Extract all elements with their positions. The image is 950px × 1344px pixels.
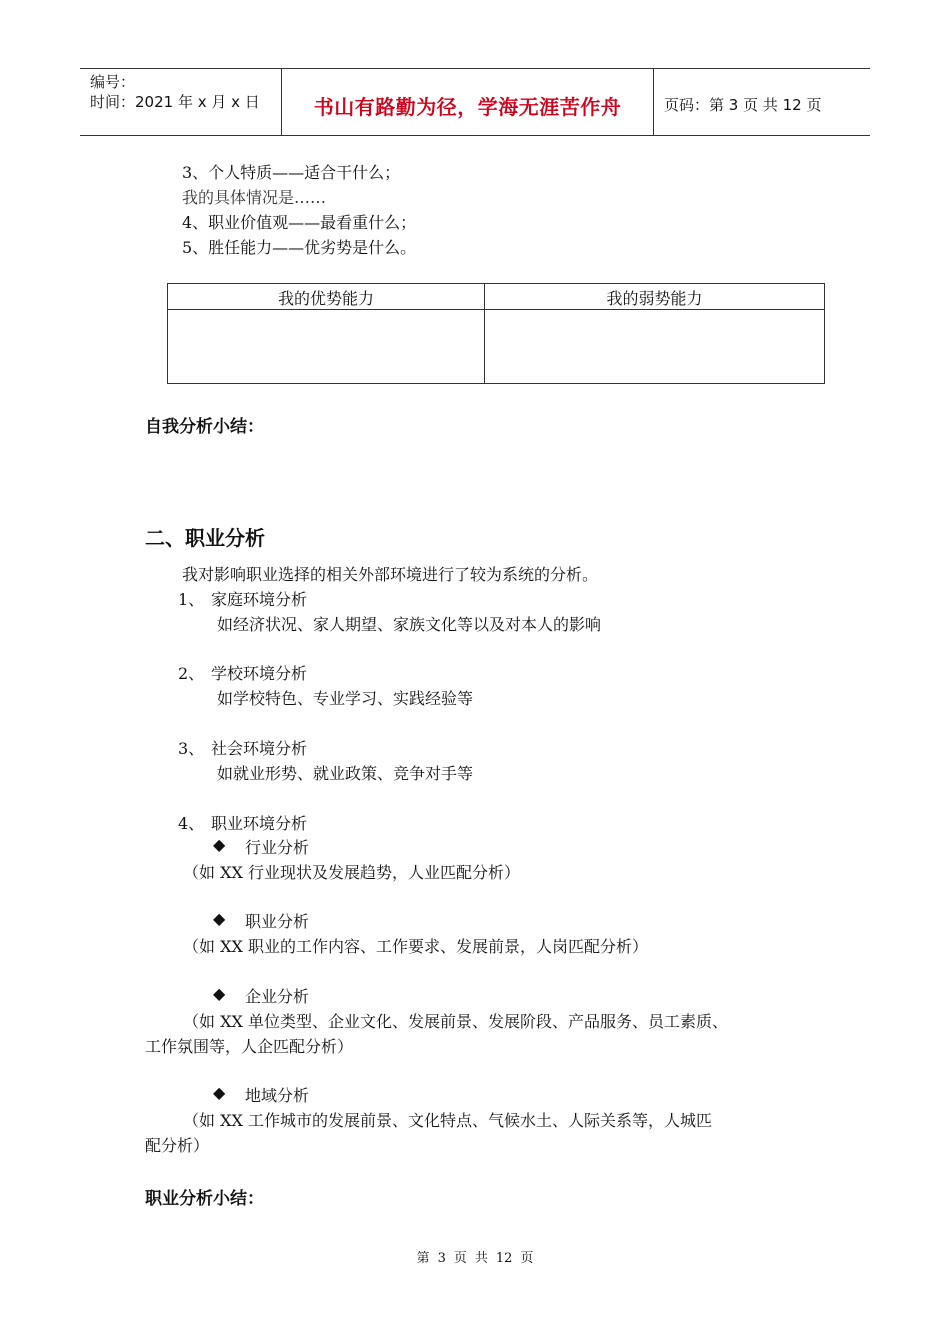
strength-header: 我的优势能力 — [277, 289, 374, 308]
ability-table — [167, 283, 825, 384]
table-divider — [168, 309, 824, 310]
sub-title: 企业分析 — [245, 987, 310, 1006]
item-number: 1、 — [178, 590, 205, 609]
diamond-bullet-icon: ◆ — [213, 984, 226, 1003]
page-label: 页码：第 3 页 共 12 页 — [664, 96, 822, 114]
item-desc: 如就业形势、就业政策、竞争对手等 — [217, 764, 474, 783]
page-header — [80, 68, 870, 136]
weakness-header: 我的弱势能力 — [606, 289, 703, 308]
section-title: 二、职业分析 — [145, 526, 265, 550]
sub-desc-continued: 工作氛围等，人企匹配分析） — [145, 1037, 354, 1056]
footer-word: 共 — [474, 1251, 488, 1266]
career-summary-heading: 职业分析小结： — [145, 1189, 264, 1209]
time-label: 时间：2021 年 x 月 x 日 — [90, 93, 260, 111]
intro-item: 我的具体情况是…… — [182, 188, 327, 207]
item-desc: 如经济状况、家人期望、家族文化等以及对本人的影响 — [217, 615, 602, 634]
intro-item: 5、胜任能力——优劣势是什么。 — [182, 238, 417, 257]
sub-title: 职业分析 — [245, 912, 310, 931]
header-left-cell — [80, 69, 282, 135]
header-right-cell — [654, 69, 870, 135]
self-summary-heading: 自我分析小结： — [145, 417, 264, 437]
intro-item: 4、职业价值观——最看重什么； — [182, 213, 417, 232]
footer-word: 页 — [453, 1251, 467, 1266]
sub-desc: （如 XX 工作城市的发展前景、文化特点、气候水土、人际关系等，人城匹 — [183, 1111, 712, 1130]
sub-desc-continued: 配分析） — [145, 1136, 210, 1155]
header-motto-cell — [282, 69, 654, 135]
item-title: 社会环境分析 — [211, 739, 308, 758]
footer-page-number: 3 — [437, 1251, 446, 1266]
serial-label: 编号： — [90, 73, 136, 91]
sub-desc: （如 XX 行业现状及发展趋势，人业匹配分析） — [183, 863, 520, 882]
motto: 书山有路勤为径，学海无涯苦作舟 — [313, 95, 622, 119]
item-title: 职业环境分析 — [211, 814, 308, 833]
page-footer — [0, 1247, 950, 1266]
sub-title: 行业分析 — [245, 838, 310, 857]
sub-desc: （如 XX 职业的工作内容、工作要求、发展前景，人岗匹配分析） — [183, 937, 648, 956]
item-number: 4、 — [178, 814, 205, 833]
item-number: 3、 — [178, 739, 205, 758]
item-title: 学校环境分析 — [211, 664, 308, 683]
item-number: 2、 — [178, 664, 205, 683]
diamond-bullet-icon: ◆ — [213, 1083, 226, 1102]
item-desc: 如学校特色、专业学习、实践经验等 — [217, 689, 474, 708]
item-title: 家庭环境分析 — [211, 590, 308, 609]
intro-item: 3、个人特质——适合干什么； — [182, 163, 401, 182]
diamond-bullet-icon: ◆ — [213, 835, 226, 854]
diamond-bullet-icon: ◆ — [213, 909, 226, 928]
sub-desc: （如 XX 单位类型、企业文化、发展前景、发展阶段、产品服务、员工素质、 — [183, 1012, 728, 1031]
footer-total-pages: 12 — [495, 1251, 513, 1266]
section-intro: 我对影响职业选择的相关外部环境进行了较为系统的分析。 — [182, 565, 599, 584]
footer-word: 第 — [416, 1251, 430, 1266]
footer-word: 页 — [520, 1251, 534, 1266]
sub-title: 地域分析 — [245, 1086, 310, 1105]
